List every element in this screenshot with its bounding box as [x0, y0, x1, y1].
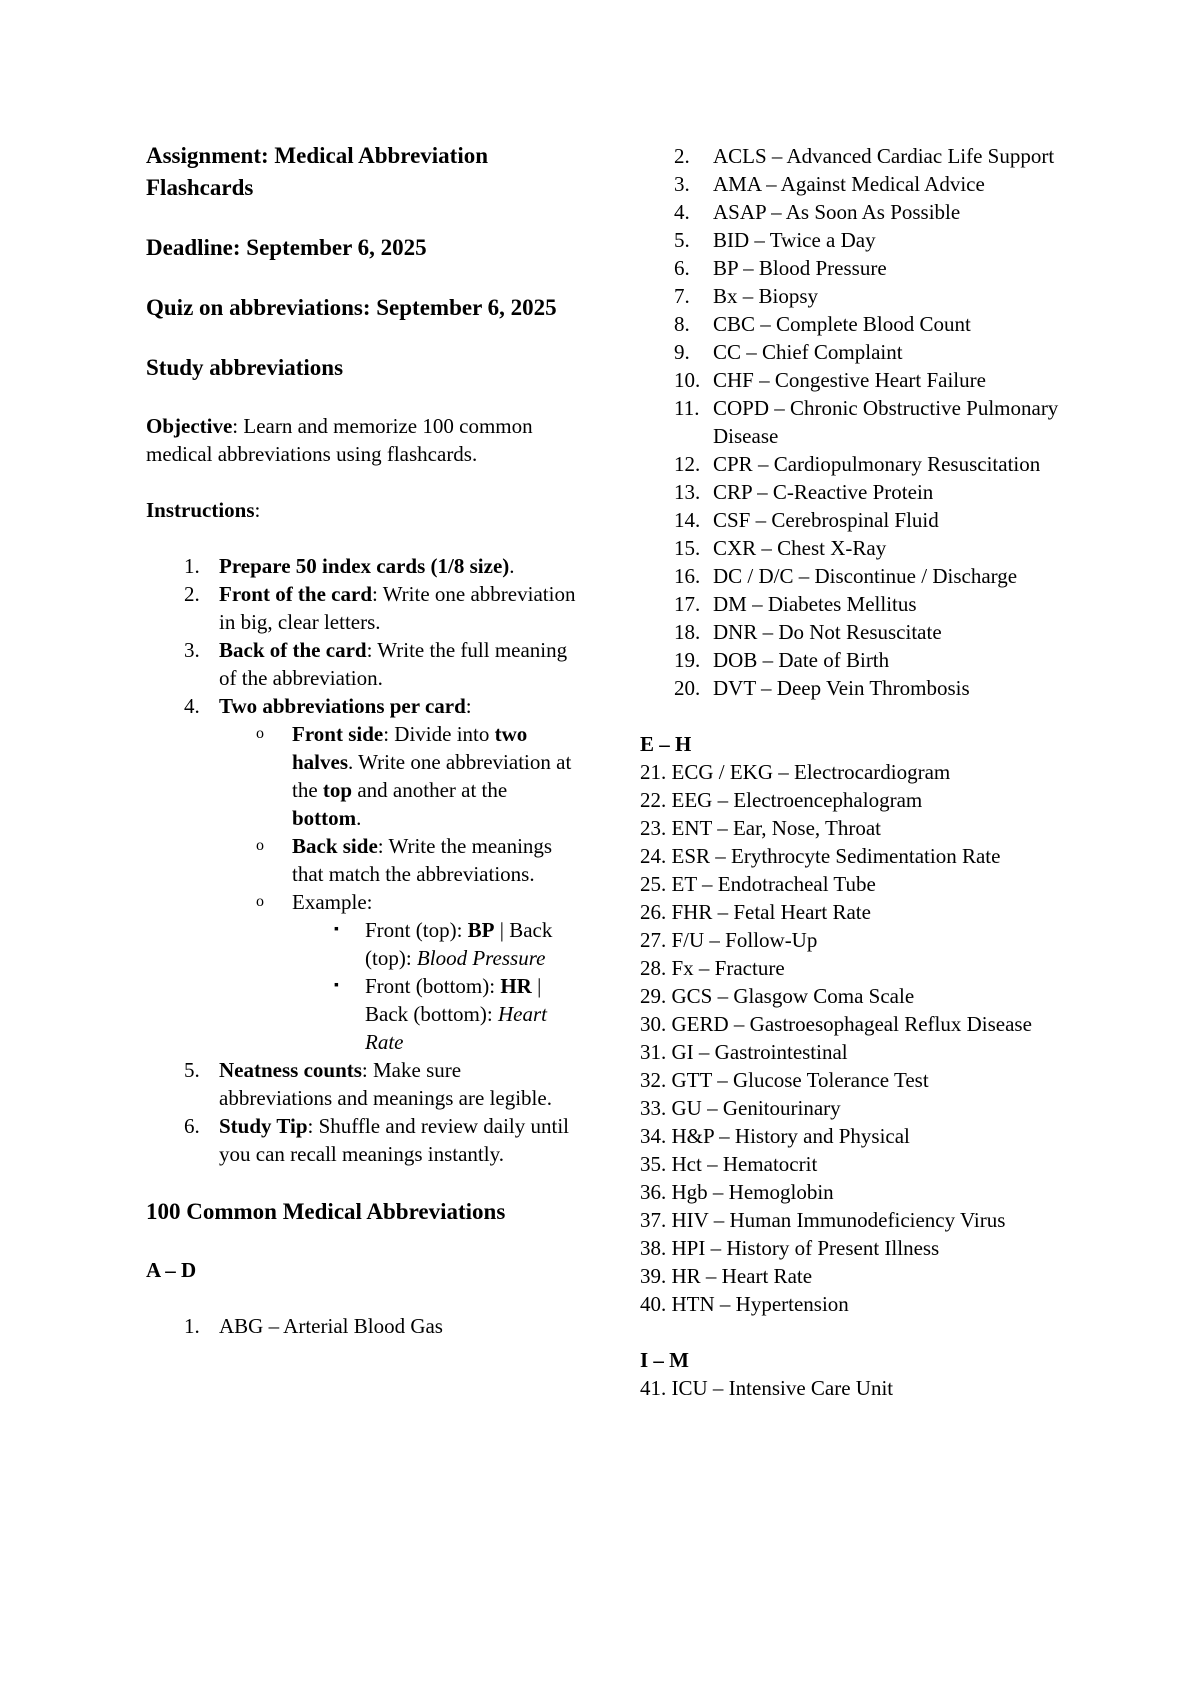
instruction-text: : Make sure abbreviations and meanings are legible.	[219, 1058, 552, 1110]
abbreviation-item: 26. FHR – Fetal Heart Rate	[640, 900, 871, 924]
abbreviation-item: 21. ECG / EKG – Electrocardiogram	[640, 760, 951, 784]
sub-text: : Write the meanings that match the abbreviations.	[292, 834, 553, 886]
item-number: 20.	[674, 676, 701, 700]
example-bold: BP	[467, 918, 495, 942]
sub-text: . Write one abbreviation at the	[292, 750, 572, 802]
instruction-item	[146, 1112, 576, 1168]
item-text: DC / D/C – Discontinue / Discharge	[713, 564, 1018, 588]
example-italic: Heart Rate	[365, 1002, 547, 1054]
item-text: DNR – Do Not Resuscitate	[713, 620, 942, 644]
instruction-number: 1.	[184, 554, 200, 578]
abbreviation-item: 22. EEG – Electroencephalogram	[640, 788, 923, 812]
instruction-number: 5.	[184, 1058, 200, 1082]
example-bold: HR	[500, 974, 532, 998]
item-text: CXR – Chest X-Ray	[713, 536, 887, 560]
instruction-bold: Prepare 50 index cards (1/8 size)	[219, 554, 510, 578]
section-label: A – D	[146, 1258, 197, 1282]
instruction-bold: Study Tip	[219, 1114, 308, 1138]
abbreviation-item	[640, 478, 1100, 506]
sub-text: .	[356, 806, 362, 830]
circle-bullet-icon: o	[256, 837, 264, 854]
abbreviation-item: 23. ENT – Ear, Nose, Throat	[640, 816, 881, 840]
instruction-bold: Back of the card	[219, 638, 367, 662]
abbreviation-item	[640, 170, 1100, 198]
instruction-bold: Neatness counts	[219, 1058, 362, 1082]
abbreviation-item	[640, 226, 1100, 254]
study-heading: Study abbreviations	[146, 355, 344, 380]
sub-text: Example:	[292, 890, 373, 914]
circle-bullet-icon: o	[256, 725, 264, 742]
abbreviation-item: 29. GCS – Glasgow Coma Scale	[640, 984, 915, 1008]
abbreviation-item: 30. GERD – Gastroesophageal Reflux Disease	[640, 1012, 1032, 1036]
sub-bold: top	[322, 778, 353, 802]
item-text: COPD – Chronic Obstructive Pulmonary Disease	[713, 396, 1059, 448]
item-text: CBC – Complete Blood Count	[713, 312, 971, 336]
sub-item-back-side	[146, 832, 576, 888]
item-text: BP – Blood Pressure	[713, 256, 887, 280]
abbreviation-item	[640, 450, 1100, 478]
item-number: 10.	[674, 368, 701, 392]
item-number: 15.	[674, 536, 701, 560]
example-text: | Back (top):	[365, 918, 553, 970]
instruction-number: 6.	[184, 1114, 200, 1138]
item-number: 6.	[674, 256, 690, 280]
instructions-list	[146, 552, 576, 1168]
item-number: 3.	[674, 172, 690, 196]
section-label: E – H	[640, 732, 692, 756]
instruction-text: : Write the full meaning of the abbreviation.	[219, 638, 568, 690]
deadline-heading: Deadline: September 6, 2025	[146, 235, 427, 260]
item-number: 17.	[674, 592, 701, 616]
instructions-label: Instructions	[146, 498, 255, 522]
item-text: DVT – Deep Vein Thrombosis	[713, 676, 970, 700]
abbreviation-list-i-m	[640, 1374, 1100, 1402]
objective-text: : Learn and memorize 100 common medical abbreviations using flashcards.	[146, 414, 533, 466]
square-bullet-icon: ▪	[334, 978, 339, 993]
item-number: 11.	[674, 396, 700, 420]
abbreviation-item	[640, 562, 1100, 590]
sub-bold: two halves	[292, 722, 528, 774]
abbreviation-item	[640, 394, 1100, 450]
left-column	[146, 140, 576, 1340]
example-item	[146, 916, 576, 972]
abbreviation-item	[640, 590, 1100, 618]
instruction-text: :	[465, 694, 472, 718]
abbreviation-list-e-h	[640, 758, 1100, 1318]
abbreviation-item	[640, 282, 1100, 310]
common-abbreviations-title: 100 Common Medical Abbreviations	[146, 1199, 506, 1224]
item-text: ACLS – Advanced Cardiac Life Support	[713, 144, 1055, 168]
item-text: AMA – Against Medical Advice	[713, 172, 985, 196]
instruction-number: 3.	[184, 638, 200, 662]
instruction-item	[146, 692, 576, 720]
abbreviation-item: 37. HIV – Human Immunodeficiency Virus	[640, 1208, 1006, 1232]
item-number: 5.	[674, 228, 690, 252]
section-label: I – M	[640, 1348, 689, 1372]
circle-bullet-icon: o	[256, 893, 264, 910]
assignment-title: Assignment: Medical Abbreviation Flashcards	[146, 143, 489, 200]
quiz-heading: Quiz on abbreviations: September 6, 2025	[146, 295, 557, 320]
item-number: 1.	[184, 1314, 200, 1338]
abbreviation-item: 35. Hct – Hematocrit	[640, 1152, 818, 1176]
abbreviation-item	[640, 366, 1100, 394]
section-heading-a-d	[146, 1256, 576, 1284]
square-bullet-icon: ▪	[334, 922, 339, 937]
right-column	[640, 142, 1100, 1402]
instructions-colon: :	[254, 498, 261, 522]
abbreviation-item	[640, 338, 1100, 366]
item-text: DOB – Date of Birth	[713, 648, 890, 672]
item-text: CHF – Congestive Heart Failure	[713, 368, 986, 392]
item-number: 12.	[674, 452, 701, 476]
example-text: | Back (bottom):	[365, 974, 542, 1026]
abbreviation-item: 25. ET – Endotracheal Tube	[640, 872, 876, 896]
item-number: 16.	[674, 564, 701, 588]
abbreviation-item: 38. HPI – History of Present Illness	[640, 1236, 940, 1260]
abbreviation-item: 41. ICU – Intensive Care Unit	[640, 1376, 894, 1400]
item-number: 2.	[674, 144, 690, 168]
instruction-number: 4.	[184, 694, 200, 718]
instruction-number: 2.	[184, 582, 200, 606]
instruction-item	[146, 636, 576, 692]
abbreviation-item	[640, 506, 1100, 534]
abbreviation-item	[640, 534, 1100, 562]
abbreviation-item: 40. HTN – Hypertension	[640, 1292, 849, 1316]
abbreviation-item: 24. ESR – Erythrocyte Sedimentation Rate	[640, 844, 1001, 868]
item-number: 18.	[674, 620, 701, 644]
abbreviation-item: 32. GTT – Glucose Tolerance Test	[640, 1068, 929, 1092]
abbreviation-item	[146, 1312, 576, 1340]
item-number: 4.	[674, 200, 690, 224]
item-text: BID – Twice a Day	[713, 228, 876, 252]
abbreviation-list-a-d	[640, 142, 1100, 702]
objective-paragraph	[146, 412, 576, 468]
example-italic: Blood Pressure	[416, 946, 546, 970]
abbreviation-item	[640, 646, 1100, 674]
example-text: Front (bottom):	[365, 974, 501, 998]
instruction-item	[146, 1056, 576, 1112]
example-item	[146, 972, 576, 1056]
item-text: DM – Diabetes Mellitus	[713, 592, 917, 616]
item-number: 13.	[674, 480, 701, 504]
item-number: 14.	[674, 508, 701, 532]
abbreviation-item: 31. GI – Gastrointestinal	[640, 1040, 848, 1064]
sub-text: and another at the	[352, 778, 508, 802]
sub-bold: Back side	[292, 834, 378, 858]
item-text: CSF – Cerebrospinal Fluid	[713, 508, 939, 532]
section-heading-e-h	[640, 730, 1100, 758]
objective-label: Objective	[146, 414, 233, 438]
sub-text: : Divide into	[383, 722, 495, 746]
item-text: ABG – Arterial Blood Gas	[219, 1314, 443, 1338]
item-number: 19.	[674, 648, 701, 672]
example-text: Front (top):	[365, 918, 468, 942]
abbreviation-item: 34. H&P – History and Physical	[640, 1124, 910, 1148]
sub-bold: Front side	[292, 722, 384, 746]
item-number: 9.	[674, 340, 690, 364]
item-text: CPR – Cardiopulmonary Resuscitation	[713, 452, 1041, 476]
instructions-heading	[146, 496, 576, 524]
instruction-item	[146, 552, 576, 580]
abbreviation-item	[640, 198, 1100, 226]
item-text: CRP – C-Reactive Protein	[713, 480, 934, 504]
instruction-bold: Two abbreviations per card	[219, 694, 466, 718]
abbreviation-item: 27. F/U – Follow-Up	[640, 928, 818, 952]
abbreviation-item: 28. Fx – Fracture	[640, 956, 785, 980]
instruction-bold: Front of the card	[219, 582, 372, 606]
item-text: CC – Chief Complaint	[713, 340, 903, 364]
sub-bold: bottom	[292, 806, 357, 830]
sub-item-example	[146, 888, 576, 916]
abbreviation-item	[640, 674, 1100, 702]
instruction-text: : Write one abbreviation in big, clear letters.	[219, 582, 576, 634]
abbreviation-item	[640, 310, 1100, 338]
item-number: 7.	[674, 284, 690, 308]
sub-item-front-side	[146, 720, 576, 832]
abbreviation-item: 33. GU – Genitourinary	[640, 1096, 841, 1120]
abbreviation-item: 36. Hgb – Hemoglobin	[640, 1180, 834, 1204]
section-heading-i-m	[640, 1346, 1100, 1374]
instruction-text: .	[509, 554, 515, 578]
abbreviation-item	[640, 254, 1100, 282]
instruction-text: : Shuffle and review daily until you can recall meanings instantly.	[219, 1114, 570, 1166]
abbreviation-item	[640, 618, 1100, 646]
item-text: Bx – Biopsy	[713, 284, 819, 308]
abbreviation-item: 39. HR – Heart Rate	[640, 1264, 813, 1288]
instruction-item	[146, 580, 576, 636]
item-number: 8.	[674, 312, 690, 336]
abbreviation-item	[640, 142, 1100, 170]
item-text: ASAP – As Soon As Possible	[713, 200, 961, 224]
